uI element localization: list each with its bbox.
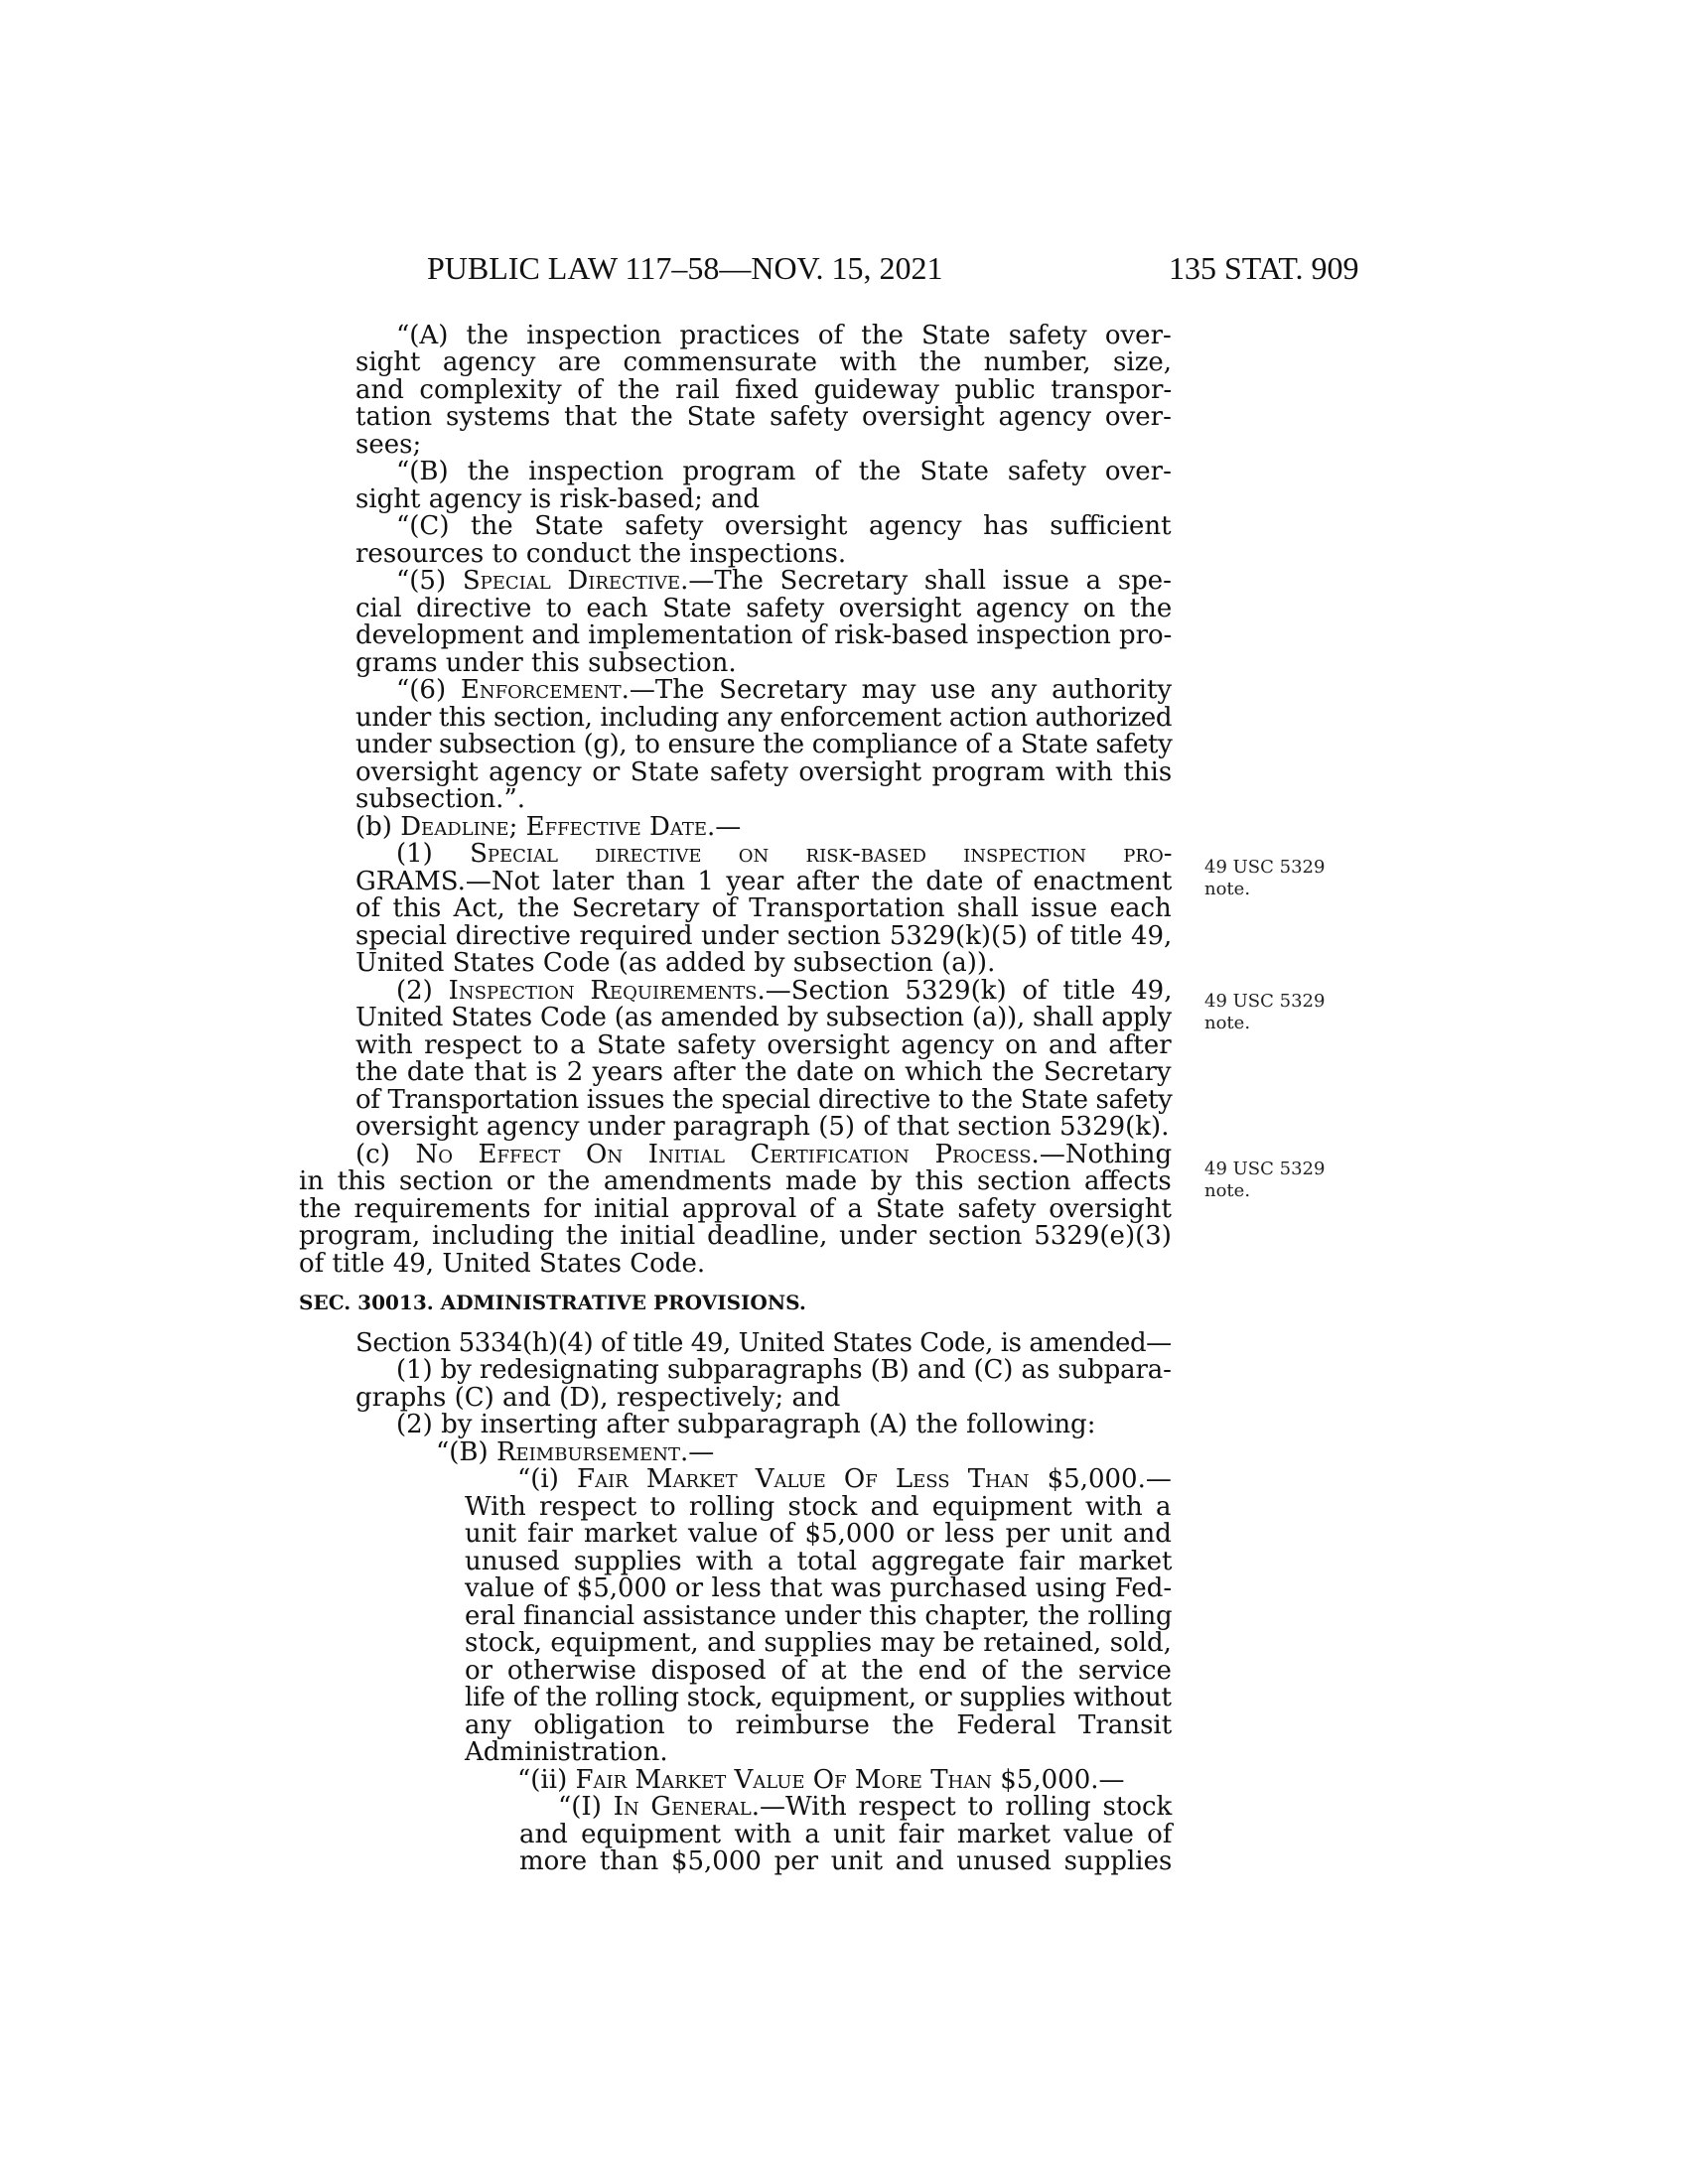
text-line: sight agency is risk-based; and (355, 484, 761, 514)
text-line: under this section, including any enforcement action authorized (355, 703, 1173, 733)
text-line: oversight agency under paragraph (5) of that section 5329(k). (355, 1112, 1170, 1142)
text-line: (2) Inspection Requirements.—Section 5329(k) of title 49, (396, 976, 1173, 1006)
margin-note (1204, 857, 1325, 900)
text-line: “(C) the State safety oversight agency has sufficient (396, 511, 1172, 541)
margin-note-label: note. (1204, 1013, 1251, 1033)
text-line: cial directive to each State safety oversight agency on the (355, 594, 1173, 623)
text-line: special directive required under section 5329(k)(5) of title 49, (355, 921, 1173, 951)
text-line: tation systems that the State safety oversight agency over- (355, 402, 1172, 432)
text-line: subsection.”. (355, 784, 526, 814)
text-line: (b) Deadline; Effective Date.— (355, 812, 742, 842)
margin-note (1204, 1159, 1325, 1202)
text-line: “(B) Reimbursement.— (436, 1437, 715, 1467)
text-line: of Transportation issues the special directive to the State safety (355, 1085, 1173, 1115)
margin-note-label: note. (1204, 879, 1251, 899)
text-line: “(I) In General.—With respect to rolling stock (558, 1792, 1173, 1822)
text-line: GRAMS.—Not later than 1 year after the date of enactment (355, 867, 1173, 896)
running-head-title: PUBLIC LAW 117–58—NOV. 15, 2021 (427, 250, 943, 286)
text-line: eral financial assistance under this chapter, the rolling (465, 1601, 1173, 1631)
margin-note-code: 49 USC 5329 (1204, 857, 1326, 878)
text-line: grams under this subsection. (355, 648, 737, 678)
text-line: the date that is 2 years after the date on which the Secretary (355, 1057, 1172, 1087)
margin-note-code: 49 USC 5329 (1204, 1159, 1326, 1179)
text-line: (c) No Effect On Initial Certification Process.—Nothing (355, 1140, 1173, 1169)
text-line: With respect to rolling stock and equipment with a (465, 1492, 1172, 1522)
text-line: “(i) Fair Market Value Of Less Than $5,000.— (517, 1464, 1172, 1494)
margin-note (1204, 991, 1325, 1034)
text-line: (1) Special directive on risk-based inspection pro- (396, 839, 1173, 869)
text-line: and equipment with a unit fair market value of (519, 1820, 1173, 1849)
text-line: program, including the initial deadline, under section 5329(e)(3) (299, 1221, 1172, 1251)
text-line: resources to conduct the inspections. (355, 539, 847, 569)
text-line: sees; (355, 430, 422, 460)
text-line: graphs (C) and (D), respectively; and (355, 1383, 841, 1413)
margin-note-label: note. (1204, 1180, 1251, 1201)
text-line: “(6) Enforcement.—The Secretary may use any authority (396, 675, 1173, 705)
text-line: unused supplies with a total aggregate fair market (465, 1547, 1173, 1576)
text-line: sight agency are commensurate with the number, size, (355, 347, 1173, 377)
text-line: of title 49, United States Code. (299, 1249, 706, 1279)
text-line: life of the rolling stock, equipment, or supplies without (465, 1683, 1172, 1712)
text-line: Administration. (465, 1737, 668, 1767)
text-line: with respect to a State safety oversight agency on and after (355, 1030, 1172, 1060)
text-line: (2) by inserting after subparagraph (A) the following: (396, 1410, 1096, 1439)
text-line: the requirements for initial approval of a State safety oversight (299, 1194, 1172, 1224)
text-line: “(5) Special Directive.—The Secretary shall issue a spe- (396, 566, 1172, 596)
text-line: “(B) the inspection program of the State safety over- (396, 457, 1172, 486)
text-line: and complexity of the rail fixed guideway public transpor- (355, 375, 1173, 405)
text-line: United States Code (as added by subsection (a)). (355, 948, 996, 978)
text-line: (1) by redesignating subparagraphs (B) and (C) as subpara- (396, 1355, 1172, 1385)
text-line: development and implementation of risk-based inspection pro- (355, 620, 1173, 650)
text-line: of this Act, the Secretary of Transportation shall issue each (355, 893, 1172, 923)
text-line: value of $5,000 or less that was purchased using Fed- (465, 1573, 1173, 1603)
text-line: “(A) the inspection practices of the State safety over- (396, 321, 1172, 350)
text-line: or otherwise disposed of at the end of the service (465, 1656, 1172, 1686)
text-line: SEC. 30013. ADMINISTRATIVE PROVISIONS. (299, 1291, 806, 1314)
text-line: under subsection (g), to ensure the compliance of a State safety (355, 730, 1173, 759)
text-line: more than $5,000 per unit and unused supplies (519, 1846, 1173, 1876)
text-line: any obligation to reimburse the Federal Transit (465, 1710, 1173, 1740)
text-line: “(ii) Fair Market Value Of More Than $5,000.— (517, 1765, 1125, 1795)
text-line: in this section or the amendments made by this section affects (299, 1166, 1172, 1196)
margin-note-code: 49 USC 5329 (1204, 991, 1326, 1012)
text-line: United States Code (as amended by subsection (a)), shall apply (355, 1003, 1173, 1032)
running-head-page-number: 135 STAT. 909 (1169, 250, 1359, 286)
text-line: stock, equipment, and supplies may be retained, sold, (465, 1628, 1172, 1658)
text-line: Section 5334(h)(4) of title 49, United States Code, is amended— (355, 1328, 1172, 1358)
text-line: unit fair market value of $5,000 or less per unit and (465, 1519, 1172, 1549)
text-line: oversight agency or State safety oversight program with this (355, 757, 1173, 787)
